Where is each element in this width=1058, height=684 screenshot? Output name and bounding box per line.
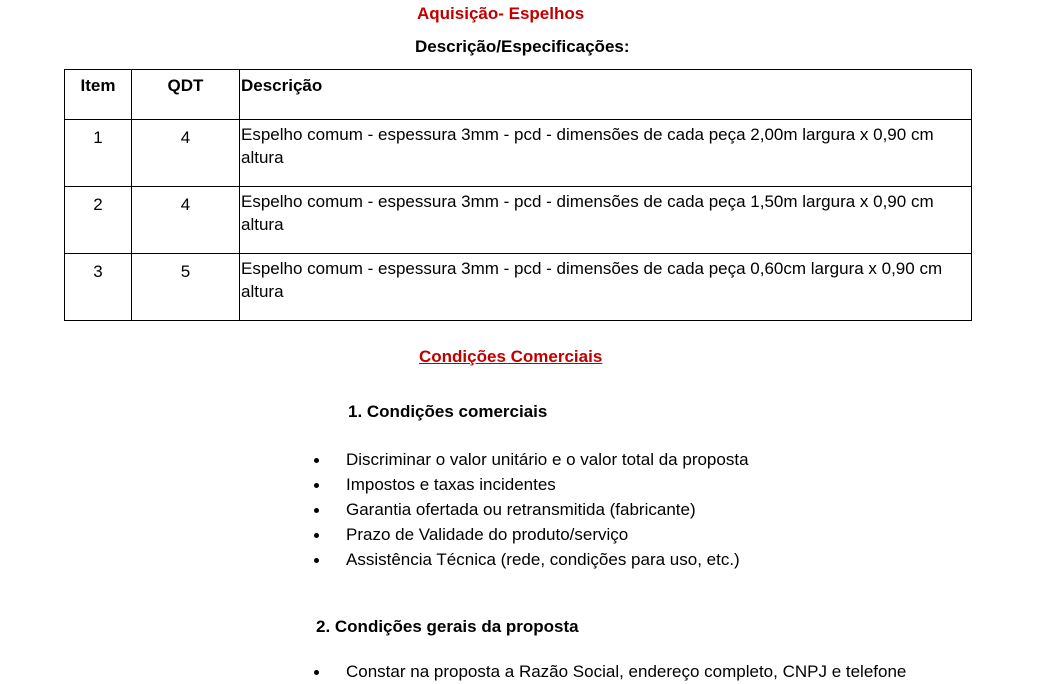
list-item	[312, 547, 749, 572]
specification-table	[64, 69, 972, 321]
list-item	[312, 659, 1058, 684]
list-item-text: Prazo de Validade do produto/serviço	[346, 525, 629, 544]
list-item-text: Constar na proposta a Razão Social, endereço completo, CNPJ e telefone	[346, 662, 907, 681]
document-subtitle: Descrição/Especificações:	[415, 37, 630, 56]
heading-commercial-conditions: 1. Condições comerciais	[348, 402, 548, 421]
section-title-commercial: Condições Comerciais	[419, 347, 603, 366]
table-row	[65, 254, 972, 321]
bullet-icon	[314, 483, 319, 488]
list-item-text: Assistência Técnica (rede, condições para uso, etc.)	[346, 550, 740, 569]
list-item-text: Garantia ofertada ou retransmitida (fabricante)	[346, 500, 696, 519]
table-row	[65, 187, 972, 254]
list-item	[312, 497, 749, 522]
list-item	[312, 522, 749, 547]
list-item-text: Discriminar o valor unitário e o valor total da proposta	[346, 450, 749, 469]
list-item-text: Impostos e taxas incidentes	[346, 475, 556, 494]
header-descricao: Descrição	[240, 70, 972, 120]
cell-descricao: Espelho comum - espessura 3mm - pcd - dimensões de cada peça 0,60cm largura x 0,90 cm altura	[240, 254, 972, 321]
cell-qdt: 4	[132, 120, 240, 187]
list-item	[312, 447, 749, 472]
bullet-icon	[314, 558, 319, 563]
commercial-conditions-list	[312, 447, 749, 572]
cell-item: 2	[65, 187, 132, 254]
heading-general-conditions: 2. Condições gerais da proposta	[316, 617, 579, 636]
bullet-icon	[314, 533, 319, 538]
document-title: Aquisição- Espelhos	[417, 4, 585, 23]
bullet-icon	[314, 670, 319, 675]
general-conditions-list	[312, 659, 1058, 684]
cell-descricao: Espelho comum - espessura 3mm - pcd - dimensões de cada peça 1,50m largura x 0,90 cm altura	[240, 187, 972, 254]
cell-qdt: 4	[132, 187, 240, 254]
cell-descricao: Espelho comum - espessura 3mm - pcd - dimensões de cada peça 2,00m largura x 0,90 cm altura	[240, 120, 972, 187]
cell-item: 1	[65, 120, 132, 187]
bullet-icon	[314, 508, 319, 513]
cell-qdt: 5	[132, 254, 240, 321]
bullet-icon	[314, 458, 319, 463]
header-item: Item	[65, 70, 132, 120]
list-item	[312, 472, 749, 497]
table-row	[65, 120, 972, 187]
table-header-row	[65, 70, 972, 120]
header-qdt: QDT	[132, 70, 240, 120]
cell-item: 3	[65, 254, 132, 321]
